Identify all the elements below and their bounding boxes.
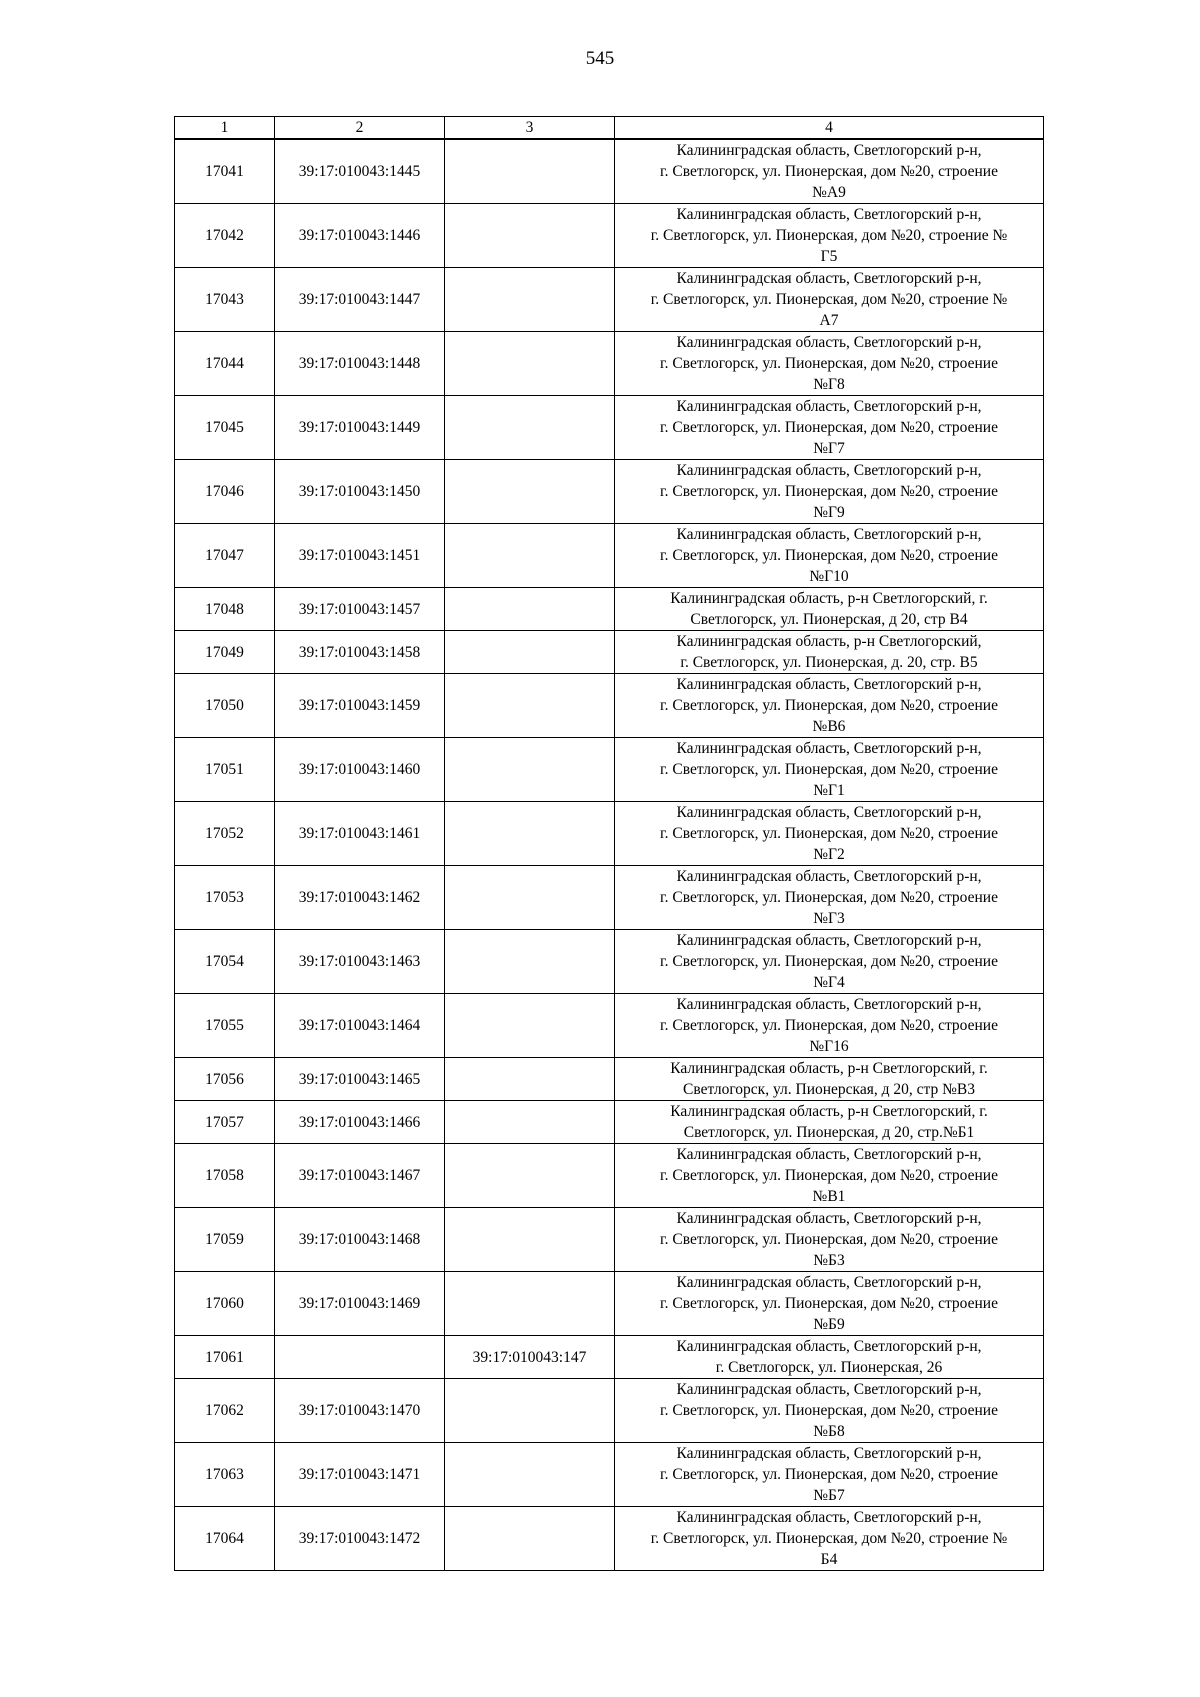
row-number-cell: 17060 [175,1272,275,1336]
parent-cadastral-number-cell [445,1272,615,1336]
address-cell: Калининградская область, Светлогорский р-н, г. Светлогорск, ул. Пионерская, дом №20, строение № А7 [615,268,1044,332]
row-number-cell: 17064 [175,1507,275,1571]
parent-cadastral-number-cell [445,268,615,332]
cadastral-number-cell: 39:17:010043:1470 [275,1379,445,1443]
address-cell: Калининградская область, Светлогорский р-н, г. Светлогорск, ул. Пионерская, дом №20, строение №Г7 [615,396,1044,460]
parent-cadastral-number-cell [445,1443,615,1507]
address-cell: Калининградская область, Светлогорский р-н, г. Светлогорск, ул. Пионерская, дом №20, строение №Б8 [615,1379,1044,1443]
parent-cadastral-number-cell [445,1208,615,1272]
row-number-cell: 17051 [175,738,275,802]
row-number-cell: 17046 [175,460,275,524]
table-row [175,1208,1044,1272]
address-cell: Калининградская область, Светлогорский р-н, г. Светлогорск, ул. Пионерская, 26 [615,1336,1044,1379]
header-col-4: 4 [615,117,1044,140]
cadastral-number-cell: 39:17:010043:1462 [275,866,445,930]
row-number-cell: 17057 [175,1101,275,1144]
address-cell: Калининградская область, р-н Светлогорский, г. Светлогорск, ул. Пионерская, д. 20, стр. В5 [615,631,1044,674]
table-body [175,139,1044,1571]
table-row [175,204,1044,268]
parent-cadastral-number-cell: 39:17:010043:147 [445,1336,615,1379]
cadastral-number-cell: 39:17:010043:1448 [275,332,445,396]
table-row [175,631,1044,674]
table-row [175,802,1044,866]
row-number-cell: 17044 [175,332,275,396]
table-row [175,1507,1044,1571]
address-cell: Калининградская область, Светлогорский р-н, г. Светлогорск, ул. Пионерская, дом №20, строение №Г3 [615,866,1044,930]
row-number-cell: 17052 [175,802,275,866]
cadastral-number-cell: 39:17:010043:1471 [275,1443,445,1507]
parent-cadastral-number-cell [445,738,615,802]
cadastral-number-cell: 39:17:010043:1451 [275,524,445,588]
row-number-cell: 17049 [175,631,275,674]
cadastral-number-cell: 39:17:010043:1468 [275,1208,445,1272]
row-number-cell: 17058 [175,1144,275,1208]
address-cell: Калининградская область, Светлогорский р-н, г. Светлогорск, ул. Пионерская, дом №20, строение №Г8 [615,332,1044,396]
parent-cadastral-number-cell [445,1101,615,1144]
parent-cadastral-number-cell [445,332,615,396]
row-number-cell: 17062 [175,1379,275,1443]
cadastral-number-cell: 39:17:010043:1450 [275,460,445,524]
row-number-cell: 17055 [175,994,275,1058]
address-cell: Калининградская область, Светлогорский р-н, г. Светлогорск, ул. Пионерская, дом №20, строение №Б9 [615,1272,1044,1336]
cadastral-number-cell: 39:17:010043:1469 [275,1272,445,1336]
parent-cadastral-number-cell [445,396,615,460]
address-cell: Калининградская область, Светлогорский р-н, г. Светлогорск, ул. Пионерская, дом №20, строение №Г1 [615,738,1044,802]
row-number-cell: 17063 [175,1443,275,1507]
table-row [175,139,1044,204]
parent-cadastral-number-cell [445,588,615,631]
parent-cadastral-number-cell [445,524,615,588]
row-number-cell: 17045 [175,396,275,460]
address-cell: Калининградская область, Светлогорский р-н, г. Светлогорск, ул. Пионерская, дом №20, строение № Б4 [615,1507,1044,1571]
row-number-cell: 17041 [175,139,275,204]
cadastral-number-cell: 39:17:010043:1447 [275,268,445,332]
table-row [175,674,1044,738]
parent-cadastral-number-cell [445,866,615,930]
header-col-2: 2 [275,117,445,140]
cadastral-number-cell: 39:17:010043:1472 [275,1507,445,1571]
cadastral-number-cell: 39:17:010043:1463 [275,930,445,994]
address-cell: Калининградская область, Светлогорский р-н, г. Светлогорск, ул. Пионерская, дом №20, строение №Б3 [615,1208,1044,1272]
table-row [175,866,1044,930]
address-cell: Калининградская область, Светлогорский р-н, г. Светлогорск, ул. Пионерская, дом №20, строение №Г16 [615,994,1044,1058]
table-row [175,396,1044,460]
table-row [175,332,1044,396]
row-number-cell: 17047 [175,524,275,588]
address-cell: Калининградская область, Светлогорский р-н, г. Светлогорск, ул. Пионерская, дом №20, строение №Г4 [615,930,1044,994]
parent-cadastral-number-cell [445,674,615,738]
cadastral-number-cell: 39:17:010043:1464 [275,994,445,1058]
parent-cadastral-number-cell [445,1058,615,1101]
parent-cadastral-number-cell [445,930,615,994]
address-cell: Калининградская область, Светлогорский р-н, г. Светлогорск, ул. Пионерская, дом №20, строение №Г9 [615,460,1044,524]
address-cell: Калининградская область, Светлогорский р-н, г. Светлогорск, ул. Пионерская, дом №20, строение №Б7 [615,1443,1044,1507]
table-row [175,460,1044,524]
cadastral-number-cell: 39:17:010043:1459 [275,674,445,738]
row-number-cell: 17043 [175,268,275,332]
row-number-cell: 17050 [175,674,275,738]
parent-cadastral-number-cell [445,139,615,204]
header-col-1: 1 [175,117,275,140]
address-cell: Калининградская область, Светлогорский р-н, г. Светлогорск, ул. Пионерская, дом №20, строение №В6 [615,674,1044,738]
cadastral-number-cell: 39:17:010043:1458 [275,631,445,674]
address-cell: Калининградская область, р-н Светлогорский, г. Светлогорск, ул. Пионерская, д 20, стр.№Б1 [615,1101,1044,1144]
cadastral-number-cell: 39:17:010043:1446 [275,204,445,268]
address-cell: Калининградская область, Светлогорский р-н, г. Светлогорск, ул. Пионерская, дом №20, строение №В1 [615,1144,1044,1208]
table-row [175,1058,1044,1101]
table-row [175,524,1044,588]
header-col-3: 3 [445,117,615,140]
address-cell: Калининградская область, Светлогорский р-н, г. Светлогорск, ул. Пионерская, дом №20, строение № Г5 [615,204,1044,268]
table-row [175,588,1044,631]
table-row [175,1144,1044,1208]
cadastral-number-cell: 39:17:010043:1445 [275,139,445,204]
row-number-cell: 17053 [175,866,275,930]
parent-cadastral-number-cell [445,460,615,524]
header-row [175,117,1044,140]
address-cell: Калининградская область, Светлогорский р-н, г. Светлогорск, ул. Пионерская, дом №20, строение №Г2 [615,802,1044,866]
table-row [175,268,1044,332]
table-header [175,117,1044,140]
row-number-cell: 17056 [175,1058,275,1101]
cadastral-number-cell: 39:17:010043:1457 [275,588,445,631]
parent-cadastral-number-cell [445,1507,615,1571]
table-row [175,738,1044,802]
table-row [175,1272,1044,1336]
address-cell: Калининградская область, Светлогорский р-н, г. Светлогорск, ул. Пионерская, дом №20, строение №Г10 [615,524,1044,588]
page-number: 545 [585,48,615,69]
parent-cadastral-number-cell [445,994,615,1058]
row-number-cell: 17048 [175,588,275,631]
cadastral-number-cell: 39:17:010043:1461 [275,802,445,866]
table-row [175,1443,1044,1507]
row-number-cell: 17054 [175,930,275,994]
parent-cadastral-number-cell [445,1379,615,1443]
parent-cadastral-number-cell [445,204,615,268]
table-row [175,1101,1044,1144]
parent-cadastral-number-cell [445,802,615,866]
row-number-cell: 17061 [175,1336,275,1379]
registry-table [174,116,1044,1571]
address-cell: Калининградская область, р-н Светлогорский, г. Светлогорск, ул. Пионерская, д 20, стр В4 [615,588,1044,631]
table-row [175,1379,1044,1443]
row-number-cell: 17059 [175,1208,275,1272]
row-number-cell: 17042 [175,204,275,268]
address-cell: Калининградская область, р-н Светлогорский, г. Светлогорск, ул. Пионерская, д 20, стр №В3 [615,1058,1044,1101]
table-row [175,1336,1044,1379]
parent-cadastral-number-cell [445,1144,615,1208]
cadastral-number-cell: 39:17:010043:1449 [275,396,445,460]
cadastral-number-cell: 39:17:010043:1465 [275,1058,445,1101]
table-row [175,994,1044,1058]
cadastral-number-cell: 39:17:010043:1466 [275,1101,445,1144]
cadastral-number-cell: 39:17:010043:1467 [275,1144,445,1208]
cadastral-number-cell: 39:17:010043:1460 [275,738,445,802]
cadastral-number-cell [275,1336,445,1379]
parent-cadastral-number-cell [445,631,615,674]
address-cell: Калининградская область, Светлогорский р-н, г. Светлогорск, ул. Пионерская, дом №20, строение №А9 [615,139,1044,204]
table-row [175,930,1044,994]
